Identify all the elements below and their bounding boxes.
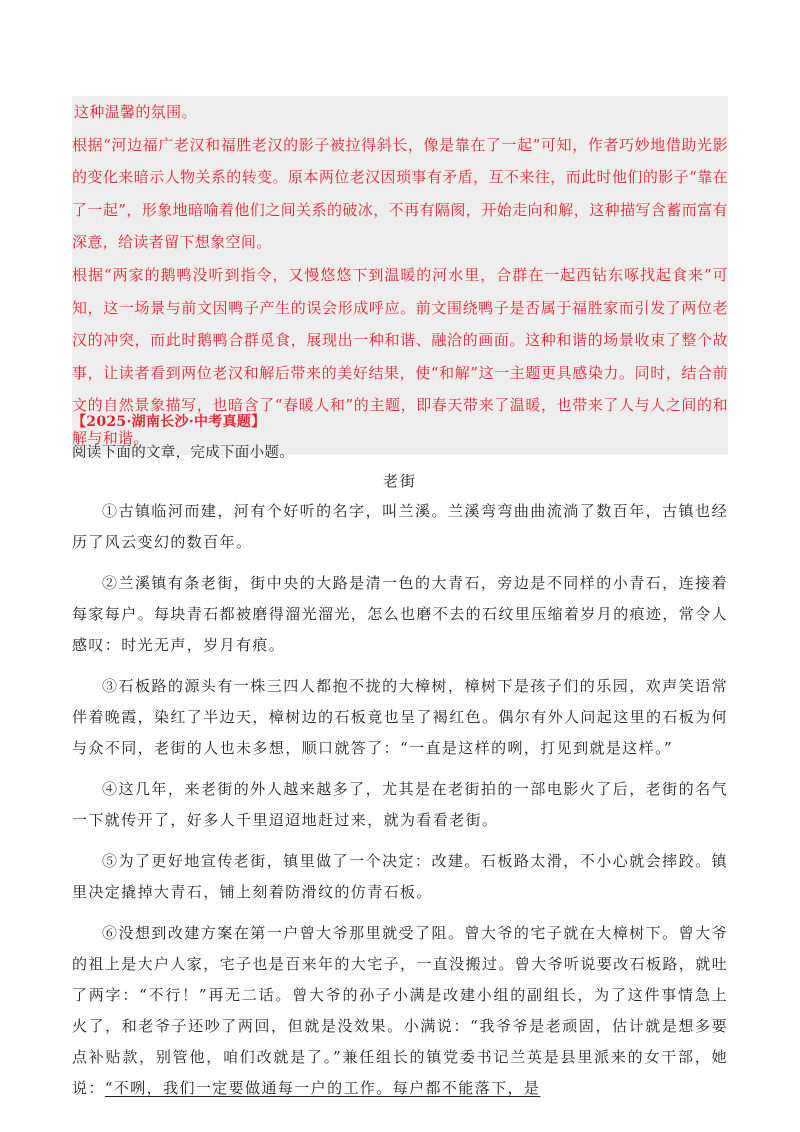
article-paragraph-1: ①古镇临河而建，河有个好听的名字，叫兰溪。兰溪弯弯曲曲流淌了数百年，古镇也经历了风云变幻的数百年。 [72,502,728,551]
underlined-sentence: “不咧，我们一定要做通每一户的工作。每户都不能落下，是 [104,1079,541,1097]
article-paragraph-6-text: ⑥没想到改建方案在第一户曾大爷那里就受了阻。曾大爷的宅子就在大樟树下。曾大爷的祖上是大户人家，宅子也是百来年的大宅子，一直没搬过。曾大爷听说要改石板路，就吐了两字：“不行！”再无二话。曾大爷的孙子小满是改建小组的副组长，为了这件事情急上火了，和老爷子还吵了两回，但就是没效果。小满说：“我爷爷是老顽固，估计就是想多要点补贴款，别管他，咱们改就是了。”兼任组长的镇党委书记兰英是县里派来的女干部，她说： [72,924,729,1097]
answer-paragraph-1: 根据“河边福广老汉和福胜老汉的影子被拉得斜长，像是靠在了一起”可知，作者巧妙地借助光影的变化来暗示人物关系的转变。原本两位老汉因琐事有矛盾，互不来往，而此时他们的影子“靠在了一起”，形象地暗喻着他们之间关系的破冰，不再有隔阂，开始走向和解，这种描写含蓄而富有深意，给读者留下想象空间。 [72,135,728,252]
article-paragraph-3: ③石板路的源头有一株三四人都抱不拢的大樟树，樟树下是孩子们的乐园，欢声笑语常伴着晚霞，染红了半边天，樟树边的石板竟也呈了褐红色。偶尔有外人问起这里的石板为何与众不同，老街的人也未多想，顺口就答了：“一直是这样的咧，打见到就是这样。” [72,677,729,757]
article-title: 老街 [382,472,417,490]
article-paragraph-2: ②兰溪镇有条老街，街中央的大路是清一色的大青石，旁边是不同样的小青石，连接着每家每户。每块青石都被磨得溜光溜光，怎么也磨不去的石纹里压缩着岁月的痕迹，常令人感叹：时光无声，岁月有痕。 [72,574,729,654]
answer-line-0: 这种温馨的氛围。 [74,103,197,121]
source-tag: 【2025·湖南长沙·中考真题】 [72,414,266,430]
article-paragraph-5: ⑤为了更好地宣传老街，镇里做了一个决定：改建。石板路太滑，不小心就会摔跤。镇里决定撬掉大青石，铺上刻着防滑纹的仿青石板。 [72,852,728,901]
answer-box [72,96,728,455]
article-body [72,496,728,1114]
instruction-text: 阅读下面的文章，完成下面小题。 [72,445,294,461]
answer-paragraph-2: 根据“两家的鹅鸭没听到指令，又慢悠悠下到温暖的河水里，合群在一起西钻东啄找起食来”可知，这一场景与前文因鸭子产生的误会形成呼应。前文围绕鸭子是否属于福胜家而引发了两位老汉的冲突，而此时鹅鸭合群觅食，展现出一种和谐、融洽的画面。这种和谐的场景收束了整个故事，让读者看到两位老汉和解后带来的美好结果，使“和解”这一主题更具感染力。同时，结合前文的自然景象描写，也暗含了“春暖人和”的主题，即春天带来了温暖，也带来了人与人之间的和解与和谐。 [72,265,728,447]
article-paragraph-6 [72,918,728,1104]
article-paragraph-4: ④这几年，来老街的外人越来越多了，尤其是在老街拍的一部电影火了后，老街的名气一下就传开了，好多人千里迢迢地赶过来，就为看看老街。 [72,780,728,829]
